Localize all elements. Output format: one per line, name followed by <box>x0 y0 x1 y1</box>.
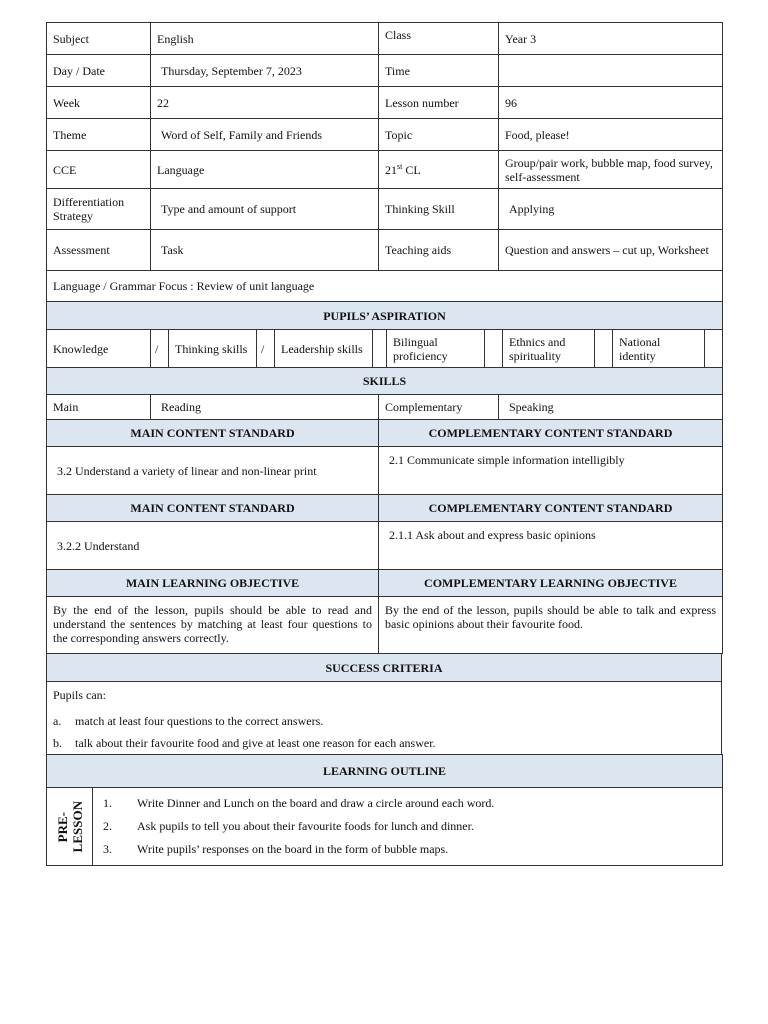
success-item <box>53 710 715 732</box>
cl-label-suffix: st <box>397 161 403 171</box>
main-objective-title: MAIN LEARNING OBJECTIVE <box>47 570 379 597</box>
row-theme <box>47 119 723 151</box>
main-objective: By the end of the lesson, pupils should be able to read and understand the sentences by matching at least four questions to the corresponding answers correctly. <box>47 597 379 654</box>
skills-comp-label: Complementary <box>379 395 499 420</box>
learning-outline-table <box>46 754 723 866</box>
time-value <box>499 55 723 87</box>
lesson-number-label: Lesson number <box>379 87 499 119</box>
skills-title: SKILLS <box>47 368 723 395</box>
aspiration-ethnics-mark <box>595 330 613 368</box>
success-body-row <box>47 682 722 755</box>
day-value: Thursday, September 7, 2023 <box>151 55 379 87</box>
day-label: Day / Date <box>47 55 151 87</box>
main-learning-standard-title: MAIN CONTENT STANDARD <box>47 495 379 522</box>
week-value: 22 <box>151 87 379 119</box>
outline-header-row <box>47 755 723 788</box>
stage-pre-lesson <box>47 788 93 866</box>
outline-step-number: 1. <box>103 796 112 810</box>
comp-learning-standard: 2.1.1 Ask about and express basic opinions <box>379 522 723 570</box>
differentiation-value: Type and amount of support <box>151 189 379 230</box>
teaching-aids-label: Teaching aids <box>379 230 499 271</box>
class-value: Year 3 <box>499 23 723 55</box>
outline-step-number: 3. <box>103 842 112 856</box>
cl-label <box>379 151 499 189</box>
skills-header-row <box>47 368 723 395</box>
comp-content-standard-title: COMPLEMENTARY CONTENT STANDARD <box>379 420 723 447</box>
theme-label: Theme <box>47 119 151 151</box>
topic-label: Topic <box>379 119 499 151</box>
objective-header-row <box>47 570 723 597</box>
thinking-skill-label: Thinking Skill <box>379 189 499 230</box>
learning-outline-title: LEARNING OUTLINE <box>47 755 723 788</box>
teaching-aids-value: Question and answers – cut up, Worksheet <box>499 230 723 271</box>
skills-table <box>46 367 723 420</box>
outline-step-number: 2. <box>103 819 112 833</box>
success-item <box>53 732 715 754</box>
outline-step <box>93 819 722 842</box>
outline-step-text: Write Dinner and Lunch on the board and draw a circle around each word. <box>137 796 495 810</box>
cce-value: Language <box>151 151 379 189</box>
aspiration-items-row <box>47 330 723 368</box>
time-label: Time <box>379 55 499 87</box>
main-learning-standard: 3.2.2 Understand <box>47 522 379 570</box>
aspiration-thinking-mark: / <box>257 330 275 368</box>
grammar-focus: Language / Grammar Focus : Review of unit language <box>47 271 723 302</box>
main-content-standard-title: MAIN CONTENT STANDARD <box>47 420 379 447</box>
topic-value: Food, please! <box>499 119 723 151</box>
outline-steps-list <box>93 796 722 865</box>
learning-standard-row <box>47 522 723 570</box>
main-content-standard: 3.2 Understand a variety of linear and non-linear print <box>47 447 379 495</box>
cl-label-text: CL <box>402 162 421 177</box>
aspiration-leadership: Leadership skills <box>275 330 373 368</box>
skills-main-value: Reading <box>151 395 379 420</box>
aspiration-ethnics: Ethnics and spirituality <box>503 330 595 368</box>
class-label: Class <box>379 23 499 55</box>
aspiration-table <box>46 301 723 368</box>
thinking-skill-value: Applying <box>499 189 723 230</box>
assessment-label: Assessment <box>47 230 151 271</box>
skills-row <box>47 395 723 420</box>
comp-objective: By the end of the lesson, pupils should be able to talk and express basic opinions about their favourite food. <box>379 597 723 654</box>
pre-lesson-steps <box>93 788 723 866</box>
learning-standard-header-row <box>47 495 723 522</box>
lesson-plan-document <box>46 22 722 866</box>
cce-label: CCE <box>47 151 151 189</box>
standards-table <box>46 419 723 654</box>
success-item-letter: a. <box>53 714 62 728</box>
skills-comp-value: Speaking <box>499 395 723 420</box>
success-criteria-title: SUCCESS CRITERIA <box>47 654 722 682</box>
success-item-text: match at least four questions to the correct answers. <box>75 714 324 728</box>
lesson-info-table <box>46 22 723 302</box>
stage-label-line2: LESSON <box>69 800 85 853</box>
row-differentiation <box>47 189 723 230</box>
row-subject <box>47 23 723 55</box>
row-day <box>47 55 723 87</box>
outline-step-text: Write pupils’ responses on the board in the form of bubble maps. <box>137 842 449 856</box>
subject-label: Subject <box>47 23 151 55</box>
aspiration-bilingual: Bilingual proficiency <box>387 330 485 368</box>
stage-label-line1: PRE- <box>54 811 70 842</box>
content-standard-row <box>47 447 723 495</box>
aspiration-leadership-mark <box>373 330 387 368</box>
outline-pre-lesson-row <box>47 788 723 866</box>
outline-step-text: Ask pupils to tell you about their favourite foods for lunch and dinner. <box>137 819 474 833</box>
comp-learning-standard-title: COMPLEMENTARY CONTENT STANDARD <box>379 495 723 522</box>
cl-value: Group/pair work, bubble map, food survey, self-assessment <box>499 151 723 189</box>
assessment-value: Task <box>151 230 379 271</box>
skills-main-label: Main <box>47 395 151 420</box>
success-item-letter: b. <box>53 736 62 750</box>
theme-value: Word of Self, Family and Friends <box>151 119 379 151</box>
success-criteria-table <box>46 653 722 755</box>
aspiration-bilingual-mark <box>485 330 503 368</box>
aspiration-thinking: Thinking skills <box>169 330 257 368</box>
aspiration-national-mark <box>705 330 723 368</box>
stage-label <box>55 801 85 852</box>
comp-content-standard: 2.1 Communicate simple information intelligibly <box>379 447 723 495</box>
comp-objective-title: COMPLEMENTARY LEARNING OBJECTIVE <box>379 570 723 597</box>
objective-row <box>47 597 723 654</box>
row-assessment <box>47 230 723 271</box>
lesson-number-value: 96 <box>499 87 723 119</box>
aspiration-knowledge: Knowledge <box>47 330 151 368</box>
row-week <box>47 87 723 119</box>
aspiration-knowledge-mark: / <box>151 330 169 368</box>
differentiation-label: Differentiation Strategy <box>47 189 151 230</box>
success-item-text: talk about their favourite food and give at least one reason for each answer. <box>75 736 436 750</box>
outline-step <box>93 842 722 865</box>
aspiration-national: National identity <box>613 330 705 368</box>
content-standard-header-row <box>47 420 723 447</box>
outline-step <box>93 796 722 819</box>
success-header-row <box>47 654 722 682</box>
week-label: Week <box>47 87 151 119</box>
cl-label-number: 21 <box>385 162 397 177</box>
success-criteria-body <box>47 682 722 755</box>
row-grammar <box>47 271 723 302</box>
subject-value: English <box>151 23 379 55</box>
aspiration-header-row <box>47 302 723 330</box>
success-intro: Pupils can: <box>53 688 106 702</box>
aspiration-title: PUPILS’ ASPIRATION <box>47 302 723 330</box>
row-cce <box>47 151 723 189</box>
